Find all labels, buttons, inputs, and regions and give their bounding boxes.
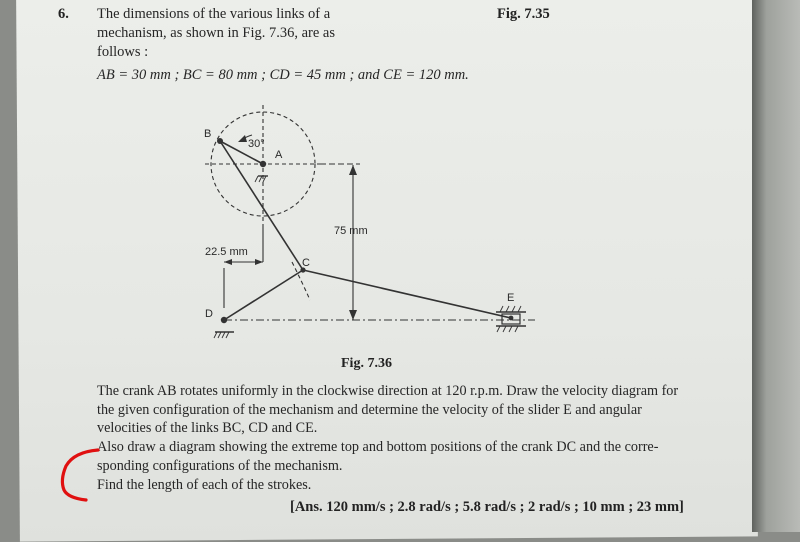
joint-b [217,138,223,144]
paragraph-3 [97,476,705,495]
paragraph-2 [97,438,705,475]
link-dimensions: AB = 30 mm ; BC = 80 mm ; CD = 45 mm ; and CE = 120 mm. [97,67,469,83]
paragraph-1-line-3: velocities of the links BC, CD and CE. [97,420,318,436]
label-c: C [302,257,310,269]
answer-line: [Ans. 120 mm/s ; 2.8 rad/s ; 5.8 rad/s ; 2 rad/s ; 10 mm ; 23 mm] [290,499,684,515]
statement-line-3: follows : [97,44,149,60]
statement-line-2: mechanism, as shown in Fig. 7.36, are as [97,25,336,41]
paragraph-2-line-1: Also draw a diagram showing the extreme top and bottom positions of the crank DC and the corre- [97,439,659,455]
paragraph-1 [97,382,705,438]
label-d: D [205,308,213,320]
label-e: E [507,292,515,304]
slider-pin-e [509,316,514,321]
paragraph-1-line-1: The crank AB rotates uniformly in the clockwise direction at 120 r.p.m. Draw the velocity diagram for [97,383,679,399]
label-a: A [275,149,283,161]
paragraph-2-line-2: sponding configurations of the mechanism. [97,457,343,474]
statement-line-1: The dimensions of the various links of a [97,6,331,22]
side-figure-ref: Fig. 7.35 [497,6,550,22]
paragraph-1-line-2: the given configuration of the mechanism and determine the velocity of the slider E and angular [97,401,642,418]
link-ce [303,270,511,318]
label-offset: 22.5 mm [205,246,248,258]
label-angle: 30° [248,138,265,150]
label-b: B [204,128,212,140]
problem-number: 6. [58,6,69,22]
figure-caption: Fig. 7.36 [341,356,392,371]
pivot-a [260,161,266,167]
pivot-d [221,317,227,323]
label-height: 75 mm [334,225,368,237]
link-dc [224,270,303,320]
red-bracket-annotation [56,440,116,510]
paragraph-3-line-1: Find the length of each of the strokes. [97,477,312,493]
